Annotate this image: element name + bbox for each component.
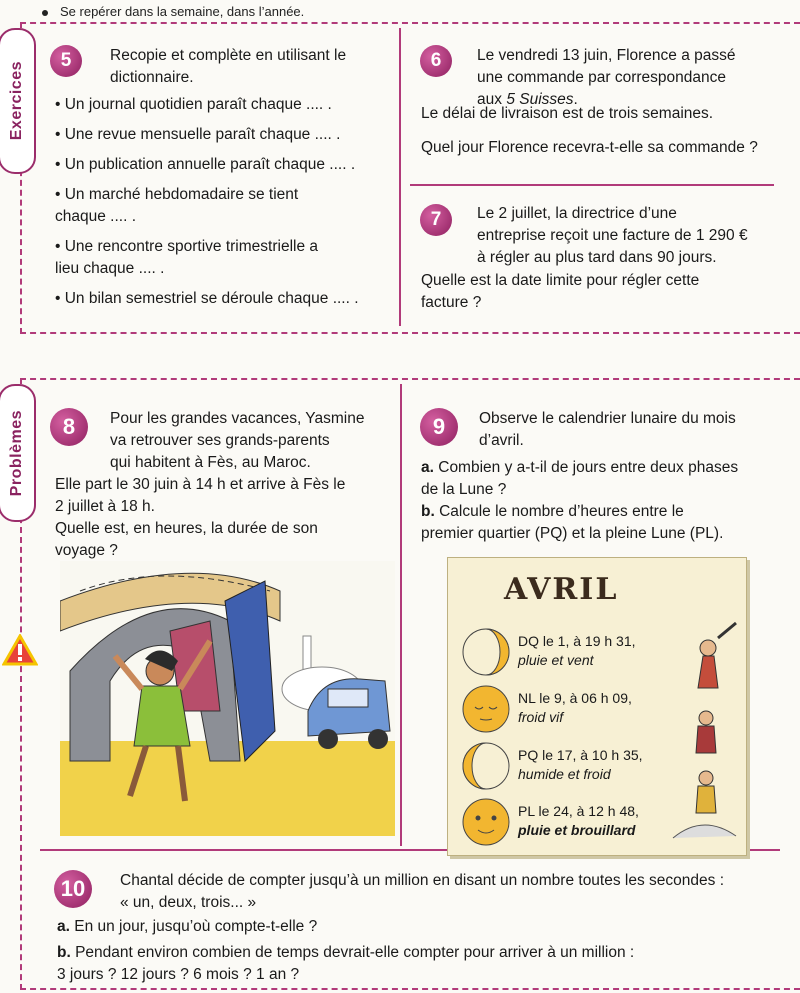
calendar-title: AVRIL xyxy=(504,572,619,607)
exercise-7-line: à régler au plus tard dans 90 jours. xyxy=(477,249,717,266)
exercise-9-line: Observe le calendrier lunaire du mois xyxy=(479,410,736,427)
exercise-10-question-a: a. En un jour, jusqu’où compte-t-elle ? xyxy=(57,918,318,935)
exercise-10-line: Chantal décide de compter jusqu’à un million en disant un nombre toutes les secondes : xyxy=(120,872,725,889)
exercise-9-question-line: premier quartier (PQ) et la pleine Lune (PL). xyxy=(421,525,724,542)
phase-date: PQ le 17, à 10 h 35, xyxy=(518,747,643,763)
exercise-6-line: aux 5 Suisses. xyxy=(477,91,578,108)
phase-weather: humide et froid xyxy=(518,766,611,782)
exercise-6-line: une commande par correspondance xyxy=(477,69,727,86)
exercise-5-intro xyxy=(110,45,346,89)
exercise-8-line: 2 juillet à 18 h. xyxy=(55,498,155,515)
weather-figures-illustration xyxy=(668,618,738,848)
exercises-label: Exercices xyxy=(8,61,25,141)
phase-text xyxy=(518,632,636,670)
list-item: • Un journal quotidien paraît chaque .... . xyxy=(55,96,332,113)
exercise-10-line: « un, deux, trois... » xyxy=(120,894,257,911)
phase-text xyxy=(518,689,632,727)
phase-row xyxy=(460,683,512,740)
exercise-6-text xyxy=(477,45,777,111)
phase-row xyxy=(460,626,512,683)
phase-weather: froid vif xyxy=(518,709,564,725)
phase-date: PL le 24, à 12 h 48, xyxy=(518,803,639,819)
exercise-5-intro-line: dictionnaire. xyxy=(110,69,194,86)
exercise-9-question-b xyxy=(421,501,723,545)
exercise-9-number: 9 xyxy=(420,408,458,446)
exercise-8-question xyxy=(55,518,318,562)
exercise-8-line: Elle part le 30 juin à 14 h et arrive à Fès le xyxy=(55,476,346,493)
exercise-9-question-a xyxy=(421,457,738,501)
exercise-6-number: 6 xyxy=(420,45,452,77)
exercise-5-number: 5 xyxy=(50,45,82,77)
exercise-7-text xyxy=(477,203,787,269)
phase-date: NL le 9, à 06 h 09, xyxy=(518,690,632,706)
exercise-8-number: 8 xyxy=(50,408,88,446)
exercise-7-line: entreprise reçoit une facture de 1 290 € xyxy=(477,227,748,244)
list-item: • Un marché hebdomadaire se tient xyxy=(55,186,299,203)
list-item: • Une revue mensuelle paraît chaque .... . xyxy=(55,126,341,143)
list-item: • Un bilan semestriel se déroule chaque .... . xyxy=(55,290,359,307)
exercise-10-number: 10 xyxy=(54,870,92,908)
exercise-8-line: va retrouver ses grands-parents xyxy=(110,432,330,449)
phase-row xyxy=(460,740,512,797)
exercise-8-question-line: voyage ? xyxy=(55,542,118,559)
exercise-9-line: d’avril. xyxy=(479,432,524,449)
list-item: chaque .... . xyxy=(55,208,136,225)
list-item: lieu chaque .... . xyxy=(55,260,165,277)
exercises-column-divider xyxy=(399,28,401,326)
exercise-5-list xyxy=(55,94,395,318)
phase-weather: pluie et brouillard xyxy=(518,822,636,838)
warning-icon xyxy=(2,634,38,666)
exercise-7-question-line: Quelle est la date limite pour régler cette xyxy=(421,272,700,289)
list-item: • Une rencontre sportive trimestrielle a xyxy=(55,238,319,255)
exercise-7-number: 7 xyxy=(420,204,452,236)
exercise-8-line: Pour les grandes vacances, Yasmine xyxy=(110,410,365,427)
exercise-9-intro xyxy=(479,408,736,452)
exercise-5-intro-line: Recopie et complète en utilisant le xyxy=(110,47,347,64)
exercise-7-question-line: facture ? xyxy=(421,294,482,311)
header-bullet xyxy=(42,10,48,16)
exercise-9-question-line: de la Lune ? xyxy=(421,481,507,498)
exercise-6-line: Le vendredi 13 juin, Florence a passé xyxy=(477,47,736,64)
exercise-6-7-divider xyxy=(410,184,774,186)
exercise-6-question: Quel jour Florence recevra-t-elle sa commande ? xyxy=(421,139,758,156)
new-moon-icon xyxy=(460,683,512,735)
phase-text xyxy=(518,746,643,784)
first-quarter-moon-icon xyxy=(460,740,512,792)
exercise-8-travel xyxy=(55,474,345,518)
exercise-9-question-line: a. Combien y a-t-il de jours entre deux phases xyxy=(421,459,739,476)
page-header: Se repérer dans la semaine, dans l’année. xyxy=(60,4,305,19)
exercise-7-line: Le 2 juillet, la directrice d’une xyxy=(477,205,677,222)
phase-row xyxy=(460,796,512,853)
problems-tab xyxy=(0,384,36,522)
phase-date: DQ le 1, à 19 h 31, xyxy=(518,633,636,649)
problems-label: Problèmes xyxy=(8,409,25,497)
full-moon-icon xyxy=(460,796,512,848)
phase-text xyxy=(518,802,639,840)
lunar-calendar xyxy=(447,557,747,856)
exercise-10-intro xyxy=(120,870,790,914)
phase-weather: pluie et vent xyxy=(518,652,594,668)
exercise-8-intro xyxy=(110,408,364,474)
exercise-10-question-line: 3 jours ? 12 jours ? 6 mois ? 1 an ? xyxy=(57,966,300,983)
exercise-8-question-line: Quelle est, en heures, la durée de son xyxy=(55,520,318,537)
exercise-10-question-b xyxy=(57,942,787,986)
exercise-7-question xyxy=(421,270,699,314)
fes-illustration xyxy=(60,561,395,836)
exercise-10-question-line: b. Pendant environ combien de temps devrait-elle compter pour arriver à un million : xyxy=(57,944,635,961)
list-item: • Un publication annuelle paraît chaque .... . xyxy=(55,156,356,173)
exercise-6-delay: Le délai de livraison est de trois semaines. xyxy=(421,105,714,122)
exercises-tab xyxy=(0,28,36,174)
exercise-9-question-line: b. Calcule le nombre d’heures entre le xyxy=(421,503,684,520)
last-quarter-moon-icon xyxy=(460,626,512,678)
problems-column-divider xyxy=(400,384,402,846)
exercise-8-line: qui habitent à Fès, au Maroc. xyxy=(110,454,311,471)
